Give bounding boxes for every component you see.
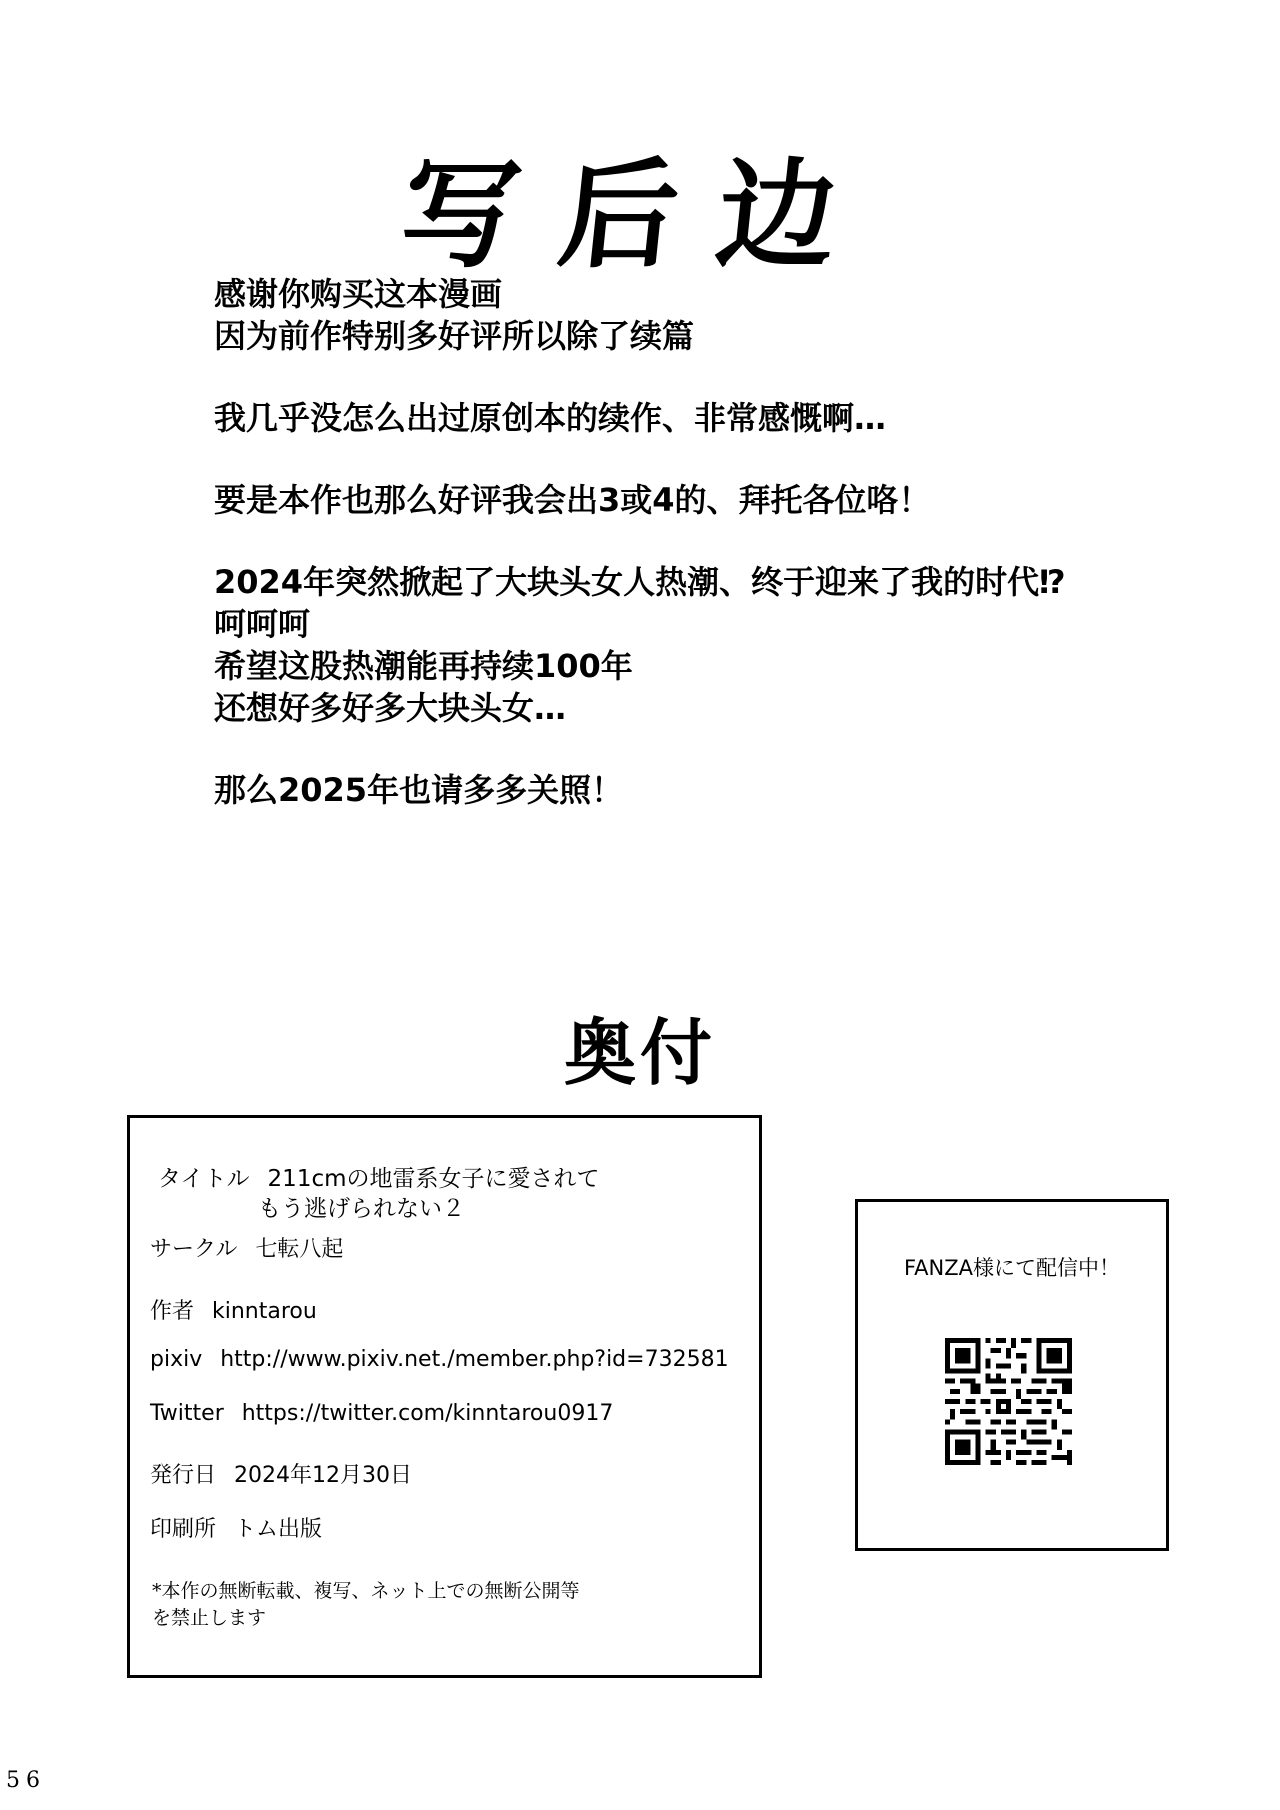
printer-row: [150, 1512, 322, 1543]
pixiv-link[interactable]: http://www.pixiv.net./member.php?id=732581: [220, 1347, 729, 1372]
qr-panel: [855, 1199, 1169, 1551]
circle-row: [150, 1232, 343, 1263]
afterword-line: 因为前作特别多好评所以除了续篇: [214, 317, 695, 355]
copyright-notice: [152, 1578, 580, 1632]
afterword-line: 呵呵呵: [214, 605, 311, 643]
afterword-body: [214, 273, 1214, 811]
circle-value: 七転八起: [255, 1237, 344, 1262]
author-value: kinntarou: [212, 1299, 317, 1324]
afterword-heading: 写后边: [394, 145, 884, 284]
colophon-info-box: [127, 1115, 762, 1678]
date-label: 発行日: [150, 1463, 217, 1488]
title-value-continued: もう逃げられない２: [258, 1196, 465, 1222]
title-value: 211cmの地雷系女子に愛されて: [267, 1166, 600, 1192]
pixiv-label: pixiv: [150, 1347, 203, 1372]
twitter-label: Twitter: [150, 1401, 224, 1426]
author-label: 作者: [150, 1299, 195, 1324]
pixiv-row: [150, 1347, 729, 1372]
twitter-link[interactable]: https://twitter.com/kinntarou0917: [241, 1401, 614, 1426]
circle-label: サークル: [150, 1237, 238, 1262]
qr-code-icon[interactable]: [945, 1338, 1072, 1465]
afterword-line: 2024年突然掀起了大块头女人热潮、终于迎来了我的时代⁉: [214, 563, 1066, 601]
title-row: [158, 1160, 600, 1222]
twitter-row: [150, 1401, 613, 1426]
afterword-line: 感谢你购买这本漫画: [214, 275, 503, 313]
afterword-line: 那么2025年也请多多关照！: [214, 771, 624, 809]
printer-value: トム出版: [234, 1517, 323, 1542]
printer-label: 印刷所: [150, 1517, 217, 1542]
author-row: [150, 1294, 317, 1325]
colophon-heading: 奥付: [563, 1011, 716, 1095]
date-row: [150, 1458, 412, 1489]
qr-caption: FANZA様にて配信中！: [904, 1256, 1120, 1280]
date-value: 2024年12月30日: [234, 1463, 412, 1488]
afterword-line: 要是本作也那么好评我会出3或4的、拜托各位咯！: [214, 481, 931, 519]
notice-line: *本作の無断転載、複写、ネット上での無断公開等: [152, 1580, 580, 1602]
afterword-line: 我几乎没怎么出过原创本的续作、非常感慨啊…: [214, 399, 887, 437]
title-label: タイトル: [158, 1166, 250, 1192]
afterword-line: 希望这股热潮能再持续100年: [214, 647, 633, 685]
afterword-line: 还想好多好多大块头女…: [214, 689, 567, 727]
notice-line: を禁止します: [152, 1607, 267, 1629]
page-number: 56: [6, 1768, 46, 1793]
